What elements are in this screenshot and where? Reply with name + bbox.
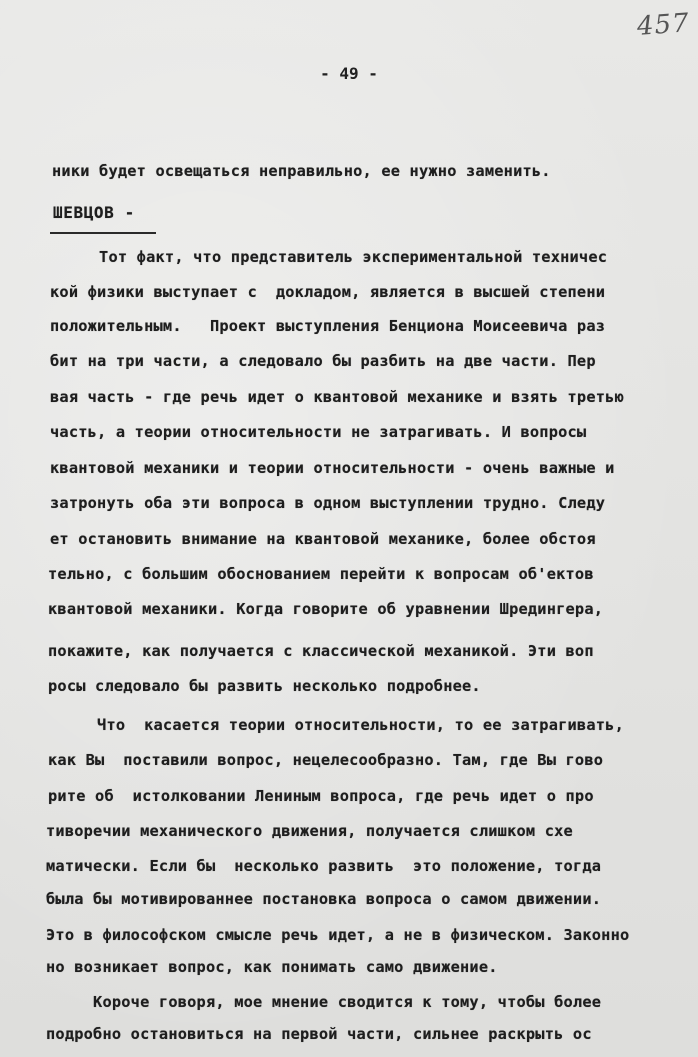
text-line: была бы мотивированнее постановка вопроса о самом движении. bbox=[46, 890, 602, 908]
text-line: ники будет освещаться неправильно, ее нужно заменить. bbox=[52, 162, 551, 180]
text-line: Тот факт, что представитель экспериментальной техничес bbox=[52, 248, 608, 266]
text-line: часть, а теории относительности не затрагивать. И вопросы bbox=[50, 423, 587, 441]
text-line: Короче говоря, мое мнение сводится к тому, чтобы более bbox=[46, 993, 602, 1011]
archive-page-number: 457 bbox=[636, 8, 691, 42]
text-line: ет остановить внимание на квантовой механике, более обстоя bbox=[50, 530, 596, 548]
text-line: но возникает вопрос, как понимать само движение. bbox=[46, 958, 498, 976]
text-line: покажите, как получается с классической механикой. Эти воп bbox=[48, 642, 594, 660]
speaker-underline bbox=[50, 232, 156, 234]
text-line: бит на три части, а следовало бы разбить на две части. Пер bbox=[50, 352, 596, 370]
text-line: подробно остановиться на первой части, сильнее раскрыть ос bbox=[46, 1025, 592, 1043]
text-line: рите об истолковании Лениным вопроса, где речь идет о про bbox=[48, 787, 594, 805]
text-line: росы следовало бы развить несколько подробнее. bbox=[48, 677, 481, 695]
text-line: как Вы поставили вопрос, нецелесообразно. Там, где Вы гово bbox=[48, 751, 604, 769]
text-line: матически. Если бы несколько развить это положение, тогда bbox=[46, 857, 602, 875]
text-line: вая часть - где речь идет о квантовой механике и взять третью bbox=[50, 388, 624, 406]
text-line: Что касается теории относительности, то ее затрагивать, bbox=[50, 716, 624, 734]
text-line: кой физики выступает с докладом, является в высшей степени bbox=[50, 283, 606, 301]
text-line: тельно, с большим обоснованием перейти к вопросам об'ектов bbox=[48, 565, 594, 583]
text-line: квантовой механики. Когда говорите об уравнении Шредингера, bbox=[48, 600, 604, 618]
text-line: Это в философском смысле речь идет, а не в физическом. Законно bbox=[46, 926, 630, 944]
text-line: положительным. Проект выступления Бенциона Моисеевича раз bbox=[50, 317, 606, 335]
text-line: квантовой механики и теории относительности - очень важные и bbox=[50, 459, 615, 477]
text-line: тиворечии механического движения, получается слишком схе bbox=[46, 822, 573, 840]
text-line: затронуть оба эти вопроса в одном выступлении трудно. Следу bbox=[50, 494, 606, 512]
speaker-name: ШЕВЦОВ - bbox=[53, 203, 135, 222]
page-number: - 49 - bbox=[320, 64, 378, 83]
